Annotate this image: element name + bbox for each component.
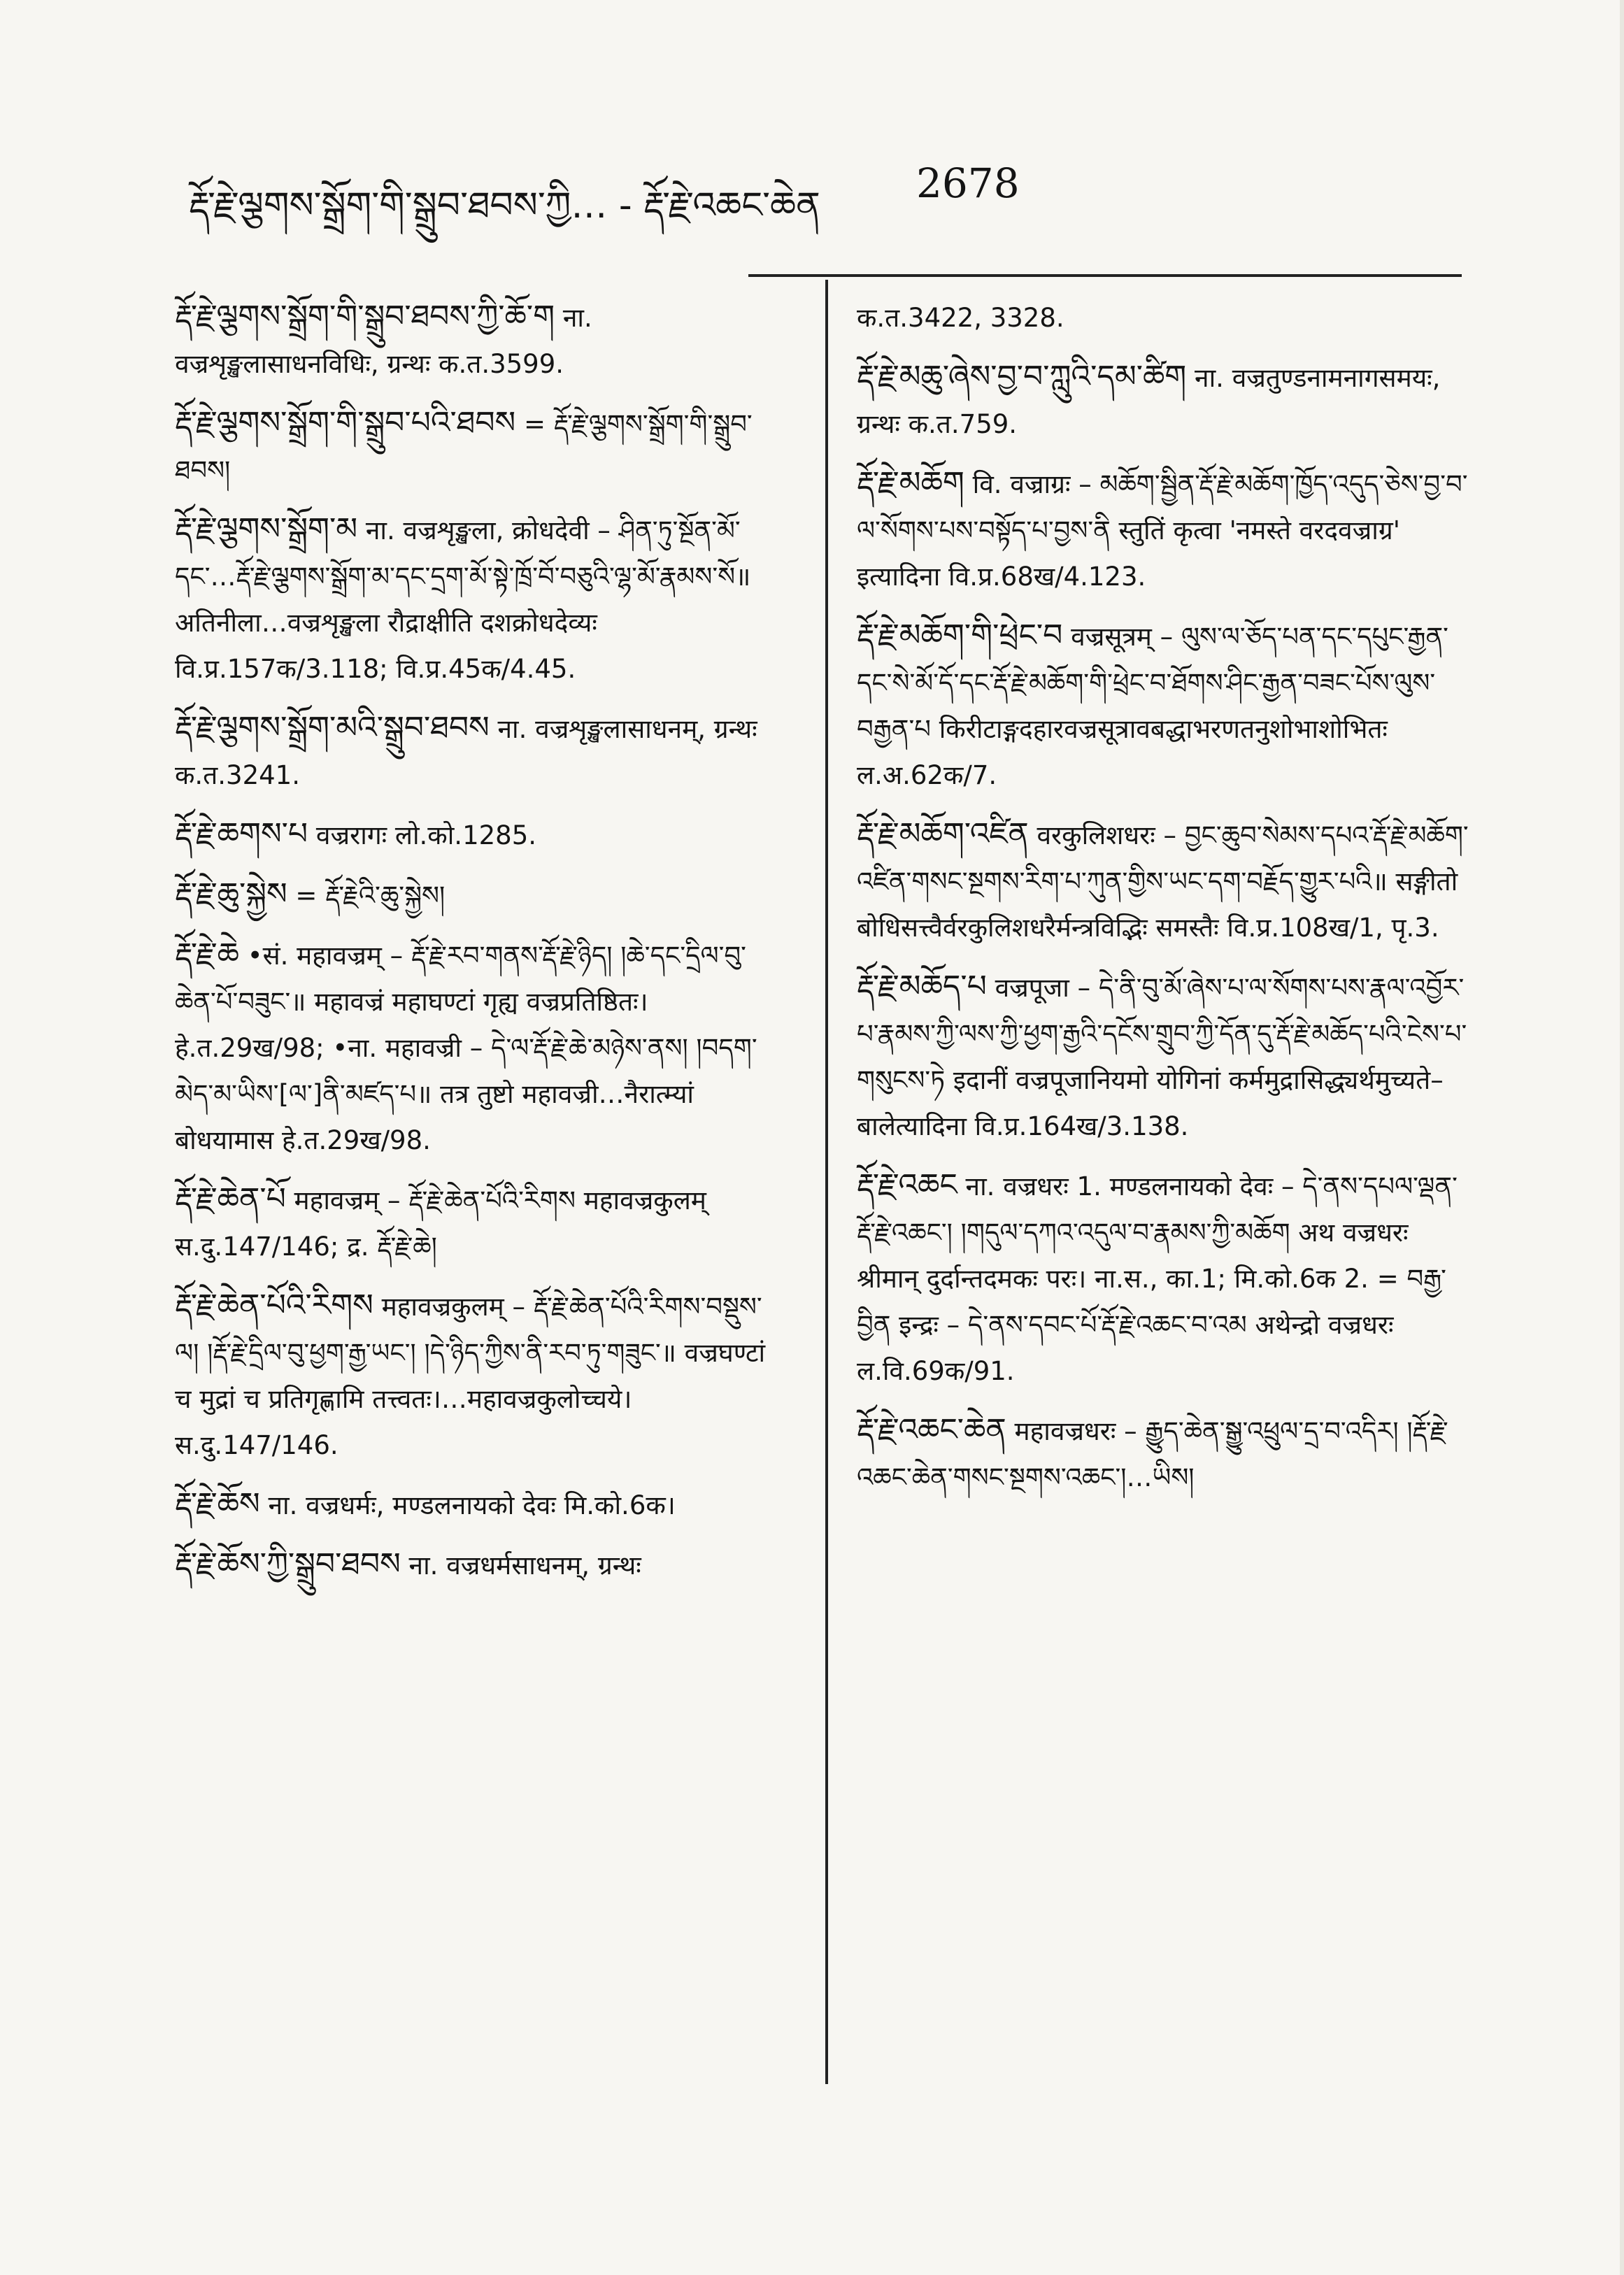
left-column [175,294,776,1602]
entry-headword: རྡོ་རྗེ་ཆུ་སྐྱེས [175,876,287,912]
running-header [189,159,1448,227]
entry-headword: རྡོ་རྗེ་མཆོག [857,465,964,501]
entry-body: = རྡོ་རྗེའི་ཆུ་སྐྱེས། [287,880,446,911]
entry-body: वि. वज्राग्रः – མཆོག་སྦྱིན་རྡོ་རྗེ་མཆོག་ཁྱོད་འདུད་ཅེས་བྱ་བ་ལ་སོགས་པས་བསྟོད་པ་བྱས་ནི स्तुतिं कृत्वा 'नमस्ते वरदवज्राग्र' इत्यादिना वि.प्र.68ख/4.123. [857,469,1468,592]
right-column [857,294,1472,1513]
entry-body: महावज्रधरः – རྒྱུད་ཆེན་སྒྱུ་འཕྲུལ་དྲ་བ་འདིར། །རྡོ་རྗེ་འཆང་ཆེན་གསང་སྔགས་འཆང་།…ཡིས། [857,1416,1448,1492]
entry-body: ना. वज्रतुण्डनामनागसमयः, ग्रन्थः क.त.759. [857,363,1441,439]
entry-headword: རྡོ་རྗེ་འཆང་ཆེན [857,1412,1006,1448]
dictionary-entry [175,811,776,859]
entry-body: महावज्रकुलम् – རྡོ་རྗེ་ཆེན་པོའི་རིགས་བསྡུས་ལ། །རྡོ་རྗེ་དྲིལ་བུ་ཕྱག་རྒྱ་ཡང་། །དེ་ཉིད་ཀྱིས་ནི་རབ་ཏུ་གཟུང་॥ वज्रघण्टां च मुद्रां च प्रतिगृह्णामि तत्त्वतः।…महावज्रकुलोच्चये। स.दु.147/146. [175,1292,766,1460]
entry-body: वज्रसूत्रम् – ལུས་ལ་ཅོད་པན་དང་དཔུང་རྒྱན་དང་སེ་མོ་དོ་དང་རྡོ་རྗེ་མཆོག་གི་ཕྲེང་བ་ཐོགས་ཤིང་རྒྱན་བཟང་པོས་ལུས་བརྒྱན་པ किरीटाङ्गदहारवज्रसूत्रावबद्धाभरणतनुशोभाशोभितः ल.अ.62क/7. [857,622,1448,790]
dictionary-entry [175,400,776,494]
entry-body: ना. वज्रधर्मसाधनम्, ग्रन्थः [400,1550,641,1581]
dictionary-entry [857,460,1472,600]
dictionary-entry [857,964,1472,1150]
page-edge [1620,0,1624,2275]
dictionary-entry [175,506,776,692]
dictionary-entry [175,1541,776,1589]
entry-headword: རྡོ་རྗེ་ཆགས་པ [175,816,308,852]
entry-headword: རྡོ་རྗེ་ལྕགས་སྒྲོག་མ [175,511,358,547]
dictionary-entry [857,294,1472,341]
entry-headword: རྡོ་རྗེ་ཆེན་པོ [175,1181,286,1217]
entry-body: •सं. महावज्रम् – རྡོ་རྗེ་རབ་གནས་རྡོ་རྗེ་ཉིད། །ཆེ་དང་དྲིལ་བུ་ཆེན་པོ་བཟུང་॥ महावज्रं महाघण्टां गृह्य वज्रप्रतिष्ठितः। हे.त.29ख/98; •ना. महावज्री – དེ་ལ་རྡོ་རྗེ་ཆེ་མཉེས་ནས། །བདག་མེད་མ་ཡིས་[ལ་]ནི་མཛད་པ॥ तत्र तुष्टो महावज्री…नैरात्म्यां बोधयामास हे.त.29ख/98. [175,941,757,1155]
dictionary-entry [175,1283,776,1469]
entry-body: महावज्रम् – རྡོ་རྗེ་ཆེན་པོའི་རིགས महावज्रकुलम् स.दु.147/146; द्र. རྡོ་རྗེ་ཆེ། [175,1185,706,1262]
dictionary-entry [857,811,1472,951]
dictionary-entry [175,871,776,919]
entry-body: ना. वज्रधरः 1. मण्डलनायको देवः – དེ་ནས་དཔལ་ལྡན་རྡོ་རྗེ་འཆང་། །གདུལ་དཀའ་འདུལ་བ་རྣམས་ཀྱི་མཆོག अथ वज्रधरः श्रीमान् दुर्दान्तदमकः परः। ना.स., का.1; मि.को.6क 2. = བརྒྱ་བྱིན इन्द्रः – དེ་ནས་དབང་པོ་རྡོ་རྗེ་འཆང་བ་འམ अथेन्द्रो वज्रधरः ल.वि.69क/91. [857,1171,1458,1386]
entry-body: वरकुलिशधरः – བྱང་ཆུབ་སེམས་དཔའ་རྡོ་རྗེ་མཆོག་འཛིན་གསང་སྔགས་རིག་པ་ཀུན་གྱིས་ཡང་དག་བརྗོད་གྱུར་པའི॥ सङ्गीतो बोधिसत्त्वैर्वरकुलिशधरैर्मन्त्रविद्भिः समस्तैः वि.प्र.108ख/1, पृ.3. [857,820,1469,943]
entry-headword: རྡོ་རྗེ་ལྕགས་སྒྲོག་གི་སྒྲུབ་པའི་ཐབས [175,405,516,441]
dictionary-entry [857,613,1472,799]
column-divider [825,280,828,2084]
entry-body: ना. वज्रशृङ्खला, क्रोधदेवी – ཤིན་ཏུ་སྔོན་མོ་དང་…རྡོ་རྗེ་ལྕགས་སྒྲོག་མ་དང་དྲག་མོ་སྟེ་ཁྲོ་བོ་བཅུའི་ལྷ་མོ་རྣམས་སོ॥ अतिनीला…वज्रशृङ्खला रौद्राक्षीति दशक्रोधदेव्यः वि.प्र.157क/3.118; वि.प्र.45क/4.45. [175,515,751,684]
entry-body: वज्रपूजा – དེ་ནི་བུ་མོ་ཞེས་པ་ལ་སོགས་པས་རྣལ་འབྱོར་པ་རྣམས་ཀྱི་ལས་ཀྱི་ཕྱག་རྒྱའི་དངོས་གྲུབ་ཀྱི་དོན་དུ་རྡོ་རྗེ་མཆོད་པའི་ངེས་པ་གསུངས་ཏེ इदानीं वज्रपूजानियमो योगिनां कर्ममुद्रासिद्ध्यर्थमुच्यते–बालेत्यादिना वि.प्र.164ख/3.138. [857,973,1467,1141]
entry-headword: རྡོ་རྗེ་འཆང [857,1167,957,1203]
dictionary-entry [857,1162,1472,1395]
dictionary-entry [175,294,776,387]
entry-body: ना. वज्रशृङ्खलासाधनविधिः, ग्रन्थः क.त.3599. [175,303,592,379]
entry-headword: རྡོ་རྗེ་མཆོད་པ [857,969,987,1004]
entry-body: क.त.3422, 3328. [857,303,1064,333]
entry-headword: རྡོ་རྗེ་མཆོག་གི་ཕྲེང་བ [857,618,1063,653]
entry-body: वज्ररागः लो.को.1285. [308,820,536,850]
entry-headword: རྡོ་རྗེ་ལྕགས་སྒྲོག་གི་སྒྲུབ་ཐབས་ཀྱི་ཆོ་ག [175,299,555,334]
page-number: 2678 [916,159,1020,207]
entry-headword: རྡོ་རྗེ་མཆུ་ཞེས་བྱ་བ་ཀླུའི་དམ་ཚིག [857,359,1187,394]
dictionary-entry [857,1407,1472,1501]
header-rule [748,274,1462,277]
entry-headword: རྡོ་རྗེ་ཆེན་པོའི་རིགས [175,1288,373,1323]
entry-headword: རྡོ་རྗེ་མཆོག་འཛིན [857,816,1029,852]
entry-headword: རྡོ་རྗེ་ཆོས་ཀྱི་སྒྲུབ་ཐབས [175,1546,401,1582]
entry-body: = རྡོ་རྗེ་ལྕགས་སྒྲོག་གི་སྒྲུབ་ཐབས། [175,409,753,485]
entry-headword: རྡོ་རྗེ་ཆེ [175,936,240,972]
dictionary-entry [175,705,776,799]
dictionary-entry [175,1176,776,1270]
dictionary-entry [857,354,1472,448]
dictionary-entry [175,1481,776,1529]
entry-body: ना. वज्रधर्मः, मण्डलनायको देवः मि.को.6क। [259,1490,676,1520]
running-head-title: རྡོ་རྗེ་ལྕགས་སྒྲོག་གི་སྒྲུབ་ཐབས་ཀྱི… - རྡོ་རྗེ་འཆང་ཆེན [189,185,820,227]
dictionary-entry [175,932,776,1164]
entry-headword: རྡོ་རྗེ་ལྕགས་སྒྲོག་མའི་སྒྲུབ་ཐབས [175,710,490,746]
entry-body: ना. वज्रशृङ्खलासाधनम्, ग्रन्थः क.त.3241. [175,714,757,790]
entry-headword: རྡོ་རྗེ་ཆོས [175,1486,260,1522]
